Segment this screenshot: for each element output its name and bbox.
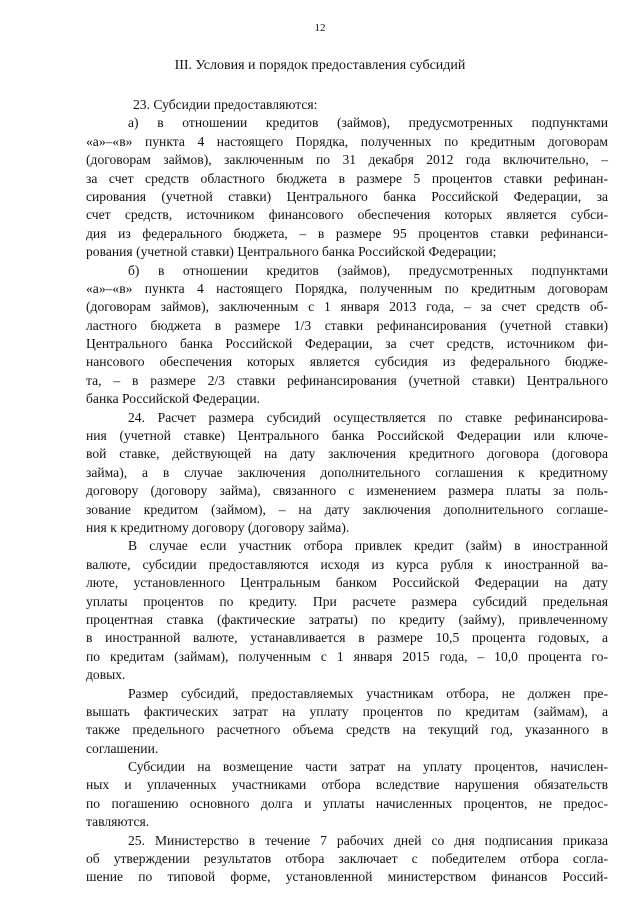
paragraph-line: довых. — [86, 667, 126, 683]
section-title: III. Условия и порядок предоставления субсидий — [174, 58, 466, 73]
paragraph-line: (договорам займов), заключенным по 31 декабря 2012 года включительно, – — [86, 152, 608, 168]
paragraph-line: ния (учетной ставке) Центрального банка Российской Федерации или ключе- — [86, 428, 608, 444]
paragraph-line: Размер субсидий, предоставляемых участникам отбора, не должен пре- — [128, 685, 608, 701]
paragraph-line: 23. Субсидии предоставляются: — [133, 97, 318, 112]
paragraph-line: сирования (учетной ставки) Центрального банка Российской Федерации, за — [86, 188, 608, 204]
paragraph-line: Центрального банка Российской Федерации, за счет средств, источником фи- — [86, 336, 608, 352]
paragraph-line: (договорам займов), заключенным с 1 января 2013 года, – за счет средств об- — [86, 299, 608, 315]
paragraph-line: 24. Расчет размера субсидий осуществляется по ставке рефинансирова- — [128, 409, 608, 425]
paragraph-line: зование кредитом (займом), – на дату заключения дополнительного соглаше- — [86, 501, 608, 517]
paragraph-line: а) в отношении кредитов (займов), предусмотренных подпунктами — [128, 115, 608, 131]
paragraph-line: по погашению основного долга и уплаты начисленных процентов, не предос- — [86, 795, 608, 811]
paragraph-line: «а»–«в» пункта 4 настоящего Порядка, полученных по кредитным договорам — [86, 133, 608, 149]
paragraph-line: шение по типовой форме, установленной министерством финансов Россий- — [86, 869, 608, 885]
paragraph-line: в иностранной валюте, устанавливается в размере 10,5 процента годовых, а — [86, 630, 608, 646]
paragraph-line: об утверждении результатов отбора заключает с победителем отбора согла- — [86, 851, 608, 867]
paragraph-line: вышать фактических затрат на уплату процентов по кредитам (займам), а — [86, 703, 608, 719]
paragraph-line: валюте, субсидии предоставляются исходя из курса рубля к иностранной ва- — [86, 556, 608, 572]
paragraph-line: рования (учетной ставки) Центрального банка Российской Федерации; — [86, 244, 497, 260]
paragraph-line: договору (договору займа), связанного с изменением размера платы за поль- — [86, 483, 608, 499]
paragraph-line: тавляются. — [86, 814, 150, 830]
paragraph-line: нансового обеспечения которых является субсидия из федерального бюдже- — [86, 354, 608, 370]
paragraph-line: банка Российской Федерации. — [86, 391, 261, 407]
paragraph-line: соглашении. — [86, 740, 159, 756]
paragraph-line: Субсидии на возмещение части затрат на уплату процентов, начислен- — [128, 759, 608, 775]
paragraph-line: В случае если участник отбора привлек кредит (займ) в иностранной — [128, 538, 608, 554]
paragraph-line: за счет средств областного бюджета в размере 5 процентов ставки рефинан- — [86, 170, 608, 186]
paragraph-line: займа), а в случае заключения дополнительного соглашения к кредитному — [86, 464, 608, 480]
paragraph-line: ластного бюджета в размере 1/3 ставки рефинансирования (учетной ставки) — [86, 317, 608, 333]
paragraph-line: та, – в размере 2/3 ставки рефинансирования (учетной ставки) Центрального — [86, 372, 608, 388]
document-body — [86, 96, 608, 887]
paragraph-line: уплаты процентов по кредиту. При расчете размера субсидий предельная — [86, 593, 608, 609]
paragraph-line: по кредитам (займам), полученным с 1 января 2015 года, – 10,0 процента го- — [86, 648, 608, 664]
paragraph-line: ных и уплаченных участниками отбора вследствие нарушения обязательств — [86, 777, 608, 793]
page-number: 12 — [314, 22, 326, 34]
paragraph-line: процентная ставка (фактические затраты) по кредиту (займу), привлеченному — [86, 611, 608, 627]
paragraph-line: ния к кредитному договору (договору займа). — [86, 519, 350, 535]
paragraph-line: «а»–«в» пункта 4 настоящего Порядка, полученным по кредитным договорам — [86, 280, 608, 296]
paragraph-line: счет средств, источником финансового обеспечения которых является субси- — [86, 207, 608, 223]
paragraph-line: также предельного расчетного объема средств на текущий год, указанного в — [86, 722, 608, 738]
paragraph-line: дия из федерального бюджета, – в размере 95 процентов ставки рефинанси- — [86, 225, 608, 241]
paragraph-line: вой ставке, действующей на дату заключения кредитного договора (договора — [86, 446, 608, 462]
paragraph-line: люте, установленного Центральным банком Российской Федерации на дату — [86, 575, 608, 591]
paragraph-line: 25. Министерство в течение 7 рабочих дней со дня подписания приказа — [128, 832, 608, 848]
paragraph-line: б) в отношении кредитов (займов), предусмотренных подпунктами — [128, 262, 608, 278]
